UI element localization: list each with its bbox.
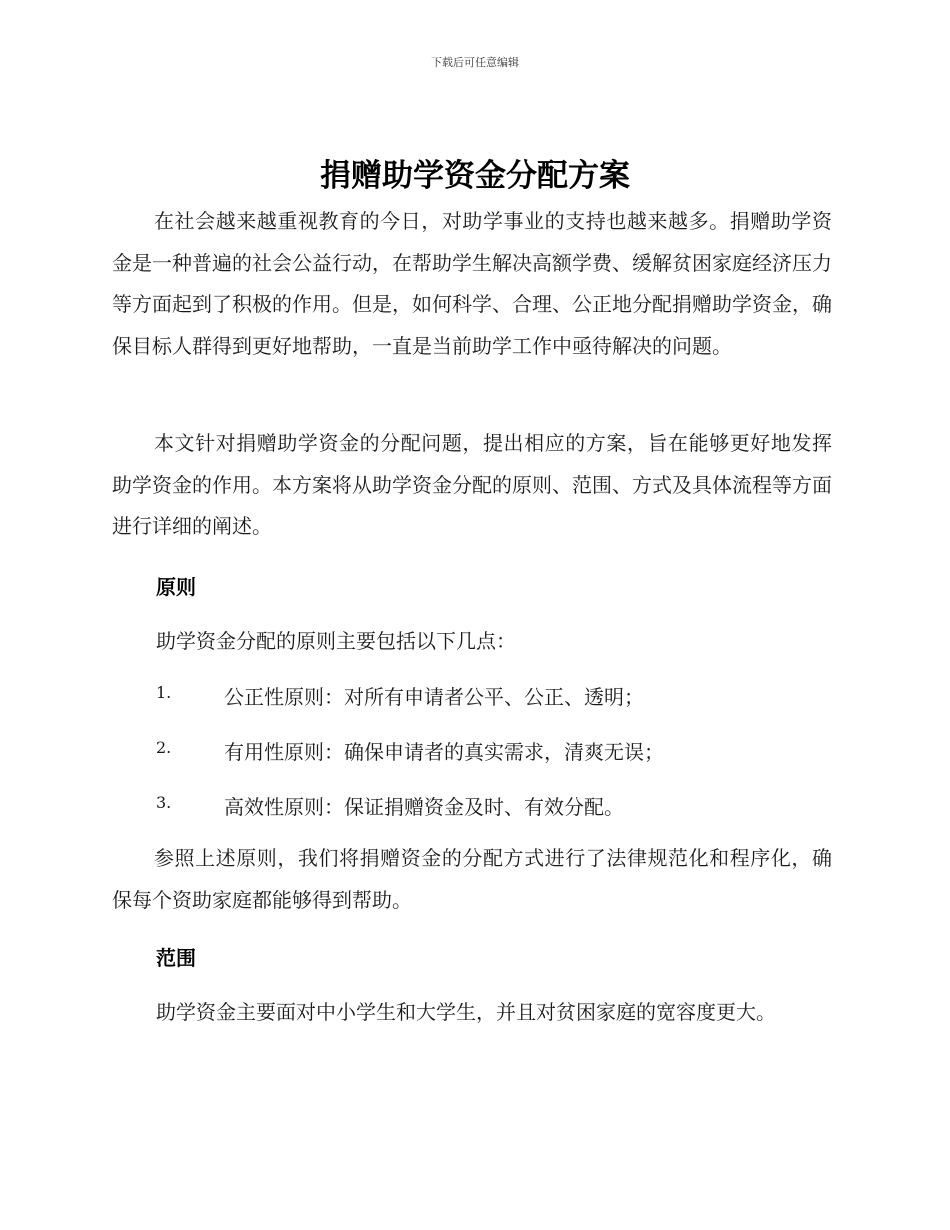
scope-text: 助学资金主要面对中小学生和大学生，并且对贫困家庭的宽容度更大。 <box>156 1000 776 1024</box>
intro-paragraph-2: 本文针对捐赠助学资金的分配问题，提出相应的方案，旨在能够更好地发挥助学资金的作用。本方案将从助学资金分配的原则、范围、方式及具体流程等方面进行详细的阐述。 <box>112 431 832 538</box>
section-heading-principles: 原则 <box>156 575 196 599</box>
list-item-number: 3. <box>156 793 172 812</box>
document-title: 捐赠助学资金分配方案 <box>320 158 630 194</box>
section-heading-scope: 范围 <box>156 946 196 970</box>
list-item-number: 2. <box>156 738 172 757</box>
list-item-number: 1. <box>156 683 172 702</box>
principles-lead-text: 助学资金分配的原则主要包括以下几点： <box>156 629 516 653</box>
page-header-note: 下载后可任意编辑 <box>431 56 519 69</box>
list-item-text: 高效性原则：保证捐赠资金及时、有效分配。 <box>224 795 624 819</box>
intro-paragraph-1: 在社会越来越重视教育的今日，对助学事业的支持也越来越多。捐赠助学资金是一种普遍的社会公益行动，在帮助学生解决高额学费、缓解贫困家庭经济压力等方面起到了积极的作用。但是，如何科学、合理、公正地分配捐赠助学资金，确保目标人群得到更好地帮助，一直是当前助学工作中亟待解决的问题。 <box>112 209 832 358</box>
list-item-text: 公正性原则：对所有申请者公平、公正、透明； <box>224 685 644 709</box>
list-item-text: 有用性原则：确保申请者的真实需求，清爽无误； <box>224 740 664 764</box>
principles-closing-paragraph: 参照上述原则，我们将捐赠资金的分配方式进行了法律规范化和程序化，确保每个资助家庭都能够得到帮助。 <box>112 846 832 912</box>
